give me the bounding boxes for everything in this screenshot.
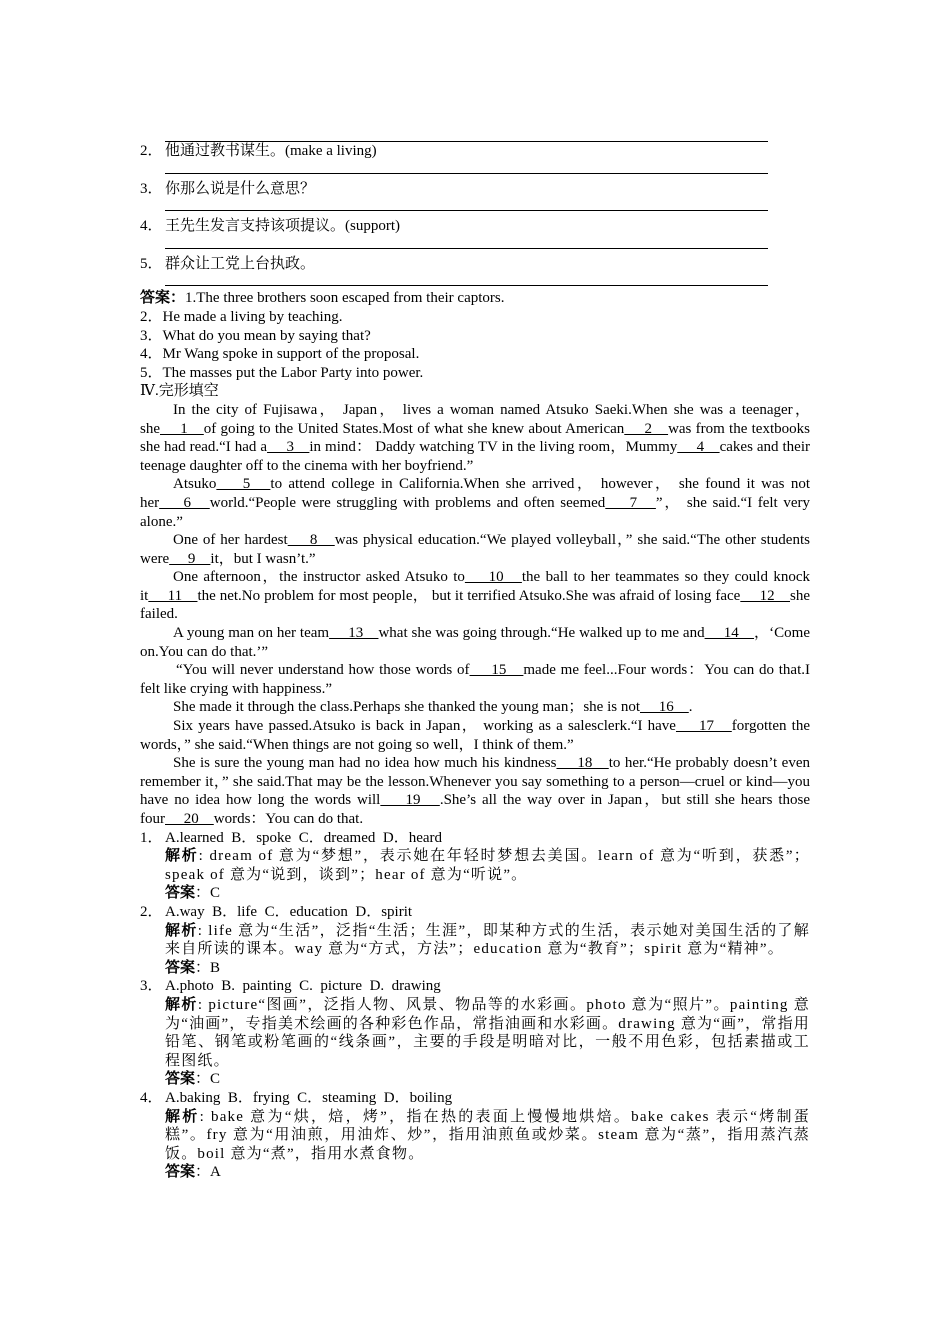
answer-line[interactable] (165, 128, 768, 142)
passage-text: ”， she said.“I felt very alone.” (140, 494, 810, 530)
passage-text: She is sure the young man had no idea how much his kindness (173, 755, 557, 772)
passage-paragraph (140, 568, 810, 624)
analysis-label: 解析 (165, 996, 198, 1013)
question-block (140, 1089, 810, 1182)
passage-text: made me feel...Four words：You can do that.I felt like crying with happiness.” (140, 662, 810, 697)
passage-text: One of her hardest (173, 532, 288, 549)
answer-label: 答案 (165, 885, 196, 902)
cloze-blank[interactable]: 5 (216, 476, 271, 493)
passage-text: the ball to her teammates so they could knock it (140, 569, 810, 604)
cloze-blank[interactable]: 15 (469, 662, 524, 679)
answer-text: 1.The three brothers soon escaped from their captors. (185, 290, 505, 307)
answer-label: 答案 (165, 1164, 196, 1181)
option-text[interactable]: A.photo B. painting C. picture D. drawing (165, 978, 441, 995)
passage-paragraph (140, 531, 810, 568)
answer-line[interactable] (165, 198, 768, 211)
answer-row: 2．He made a living by teaching. (140, 308, 343, 325)
translation-item (140, 217, 810, 236)
passage-text: One afternoon，the instructor asked Atsuko to (173, 569, 465, 586)
passage-text: ，‘Come on.You can do that.’” (140, 625, 810, 660)
question-options (140, 829, 810, 848)
answer-row: 4．Mr Wang spoke in support of the proposal. (140, 346, 420, 363)
analysis-label: 解析 (165, 922, 198, 939)
question-answer (140, 1163, 810, 1182)
answers-label: 答案： (140, 290, 186, 307)
cloze-blank[interactable]: 11 (148, 587, 198, 604)
passage-text: it，but I wasn’t.” (210, 550, 316, 567)
passage-text: she failed. (140, 587, 810, 623)
cloze-blank[interactable]: 10 (464, 569, 522, 586)
analysis (140, 847, 810, 884)
question-options (140, 977, 810, 996)
answer-value: ：C (195, 885, 221, 902)
passage-text: world.“People were struggling with problems and often seemed (209, 494, 606, 511)
question-answer (140, 884, 810, 903)
passage-paragraph (140, 698, 810, 717)
passage-text: “You will never understand how those words of (176, 662, 470, 679)
answer-row: 5．The masses put the Labor Party into power. (140, 364, 424, 381)
document-page (140, 128, 810, 1182)
cloze-blank[interactable]: 7 (605, 494, 656, 511)
cloze-blank[interactable]: 4 (677, 439, 720, 456)
passage-text: the net.No problem for most people， but it terrified Atsuko.She was afraid of losing face (197, 587, 741, 604)
answer-value: ：A (195, 1164, 221, 1181)
passage-text: cakes and their teenage daughter off to the cinema with her boyfriend.” (140, 439, 810, 474)
option-text[interactable]: A.baking B．frying C．steaming D．boiling (165, 1089, 453, 1106)
item-number: 4． (140, 218, 163, 235)
passage-text: to her.“He probably doesn’t even remember it，” she said.That may be the lesson.Whenever you say something to a person—cruel or kind—you have no idea how long the words will (140, 755, 810, 809)
cloze-blank[interactable]: 20 (165, 811, 214, 827)
passage-text: of going to the United States.Most of what she knew about American (203, 420, 625, 437)
cloze-blank[interactable]: 3 (267, 439, 310, 456)
answer-value: ：B (195, 959, 221, 976)
answer-label: 答案 (165, 1071, 196, 1088)
item-number: 5． (140, 255, 163, 272)
question-number: 1． (140, 829, 163, 846)
item-text: 王先生发言支持该项提议。(support) (165, 218, 400, 235)
question-answer (140, 1070, 810, 1089)
item-text: 他通过教书谋生。(make a living) (165, 143, 377, 159)
section-title (140, 382, 810, 401)
analysis-text: : picture“图画”，泛指人物、风景、物品等的水彩画。photo 意为“照片”。painting 意为“油画”，专指美术绘画的各种彩色作品，常指油画和水彩画。drawing 意为“画”，常指用铅笔、钢笔或粉笔画的“线条画”，主要的手段是明暗对比，一般不用色彩，包括素描或工程图纸。 (165, 996, 810, 1069)
answer-line[interactable] (165, 273, 768, 286)
cloze-blank[interactable]: 14 (704, 625, 755, 642)
passage-paragraph (140, 475, 810, 531)
cloze-blank[interactable]: 17 (675, 718, 732, 735)
answer-value: ：C (195, 1071, 221, 1088)
cloze-blank[interactable]: 16 (640, 699, 689, 716)
analysis-label: 解析 (165, 1108, 200, 1125)
option-text[interactable]: A.learned B．spoke C．dreamed D．heard (165, 829, 443, 846)
passage-paragraph (140, 401, 810, 475)
item-number: 2． (140, 143, 163, 159)
answer-label: 答案 (165, 959, 196, 976)
question-answer (140, 959, 810, 978)
passage-text: was from the textbooks she had read.“I had a (140, 420, 810, 456)
passage-text: . (688, 699, 693, 716)
cloze-blank[interactable]: 6 (159, 494, 210, 511)
cloze-blank[interactable]: 1 (160, 420, 204, 437)
passage-paragraph (140, 717, 810, 754)
answer-line[interactable] (165, 236, 768, 249)
cloze-blank[interactable]: 18 (556, 755, 609, 772)
item-number: 3． (140, 180, 163, 197)
passage-text: She made it through the class.Perhaps she thanked the young man；she is not (173, 699, 640, 716)
passage-text: Atsuko (173, 476, 217, 493)
passage-text: in mind： Daddy watching TV in the living room，Mummy (309, 439, 678, 456)
passage-text: Six years have passed.Atsuko is back in Japan， working as a salesclerk.“I have (173, 718, 676, 735)
question-options (140, 1089, 810, 1108)
question-options (140, 903, 810, 922)
analysis (140, 922, 810, 959)
analysis-label: 解析 (165, 848, 199, 865)
question-number: 4． (140, 1089, 163, 1106)
option-text[interactable]: A.way B．life C．education D．spirit (165, 903, 413, 920)
question-number: 3． (140, 978, 163, 995)
answer-row: 3．What do you mean by saying that? (140, 327, 371, 344)
question-number: 2． (140, 903, 163, 920)
cloze-blank[interactable]: 19 (380, 792, 440, 809)
passage-paragraph (140, 661, 810, 698)
answer-row (140, 289, 810, 308)
passage-paragraph (140, 624, 810, 661)
analysis (140, 1108, 810, 1164)
analysis-text: : dream of 意为“梦想”，表示她在年轻时梦想去美国。learn of 意为“听到，获悉”；speak of 意为“说到，谈到”；hear of 意为“听说”。 (165, 848, 810, 883)
passage-text: what she was going through.“He walked up to me and (378, 625, 705, 642)
passage-text: In the city of Fujisawa， Japan， lives a woman named Atsuko Saeki.When she was a teenager，she (140, 401, 810, 437)
question-block (140, 829, 810, 903)
passage-paragraph (140, 754, 810, 828)
analysis (140, 996, 810, 1070)
passage-text: forgotten the words，” she said.“When things are not going so well，I think of them.” (140, 718, 810, 753)
question-block (140, 977, 810, 1089)
cloze-blank[interactable]: 9 (169, 550, 211, 567)
item-text: 你那么说是什么意思？ (165, 180, 316, 197)
answer-line[interactable] (165, 161, 768, 174)
analysis-text: : life 意为“生活”，泛指“生活；生涯”，即某种方式的生活，表示她对美国生活的了解来自所读的课本。way 意为“方式，方法”；education 意为“教育”；spirit 意为“精神”。 (165, 922, 810, 958)
translation-item (140, 180, 810, 199)
section-title-text: Ⅳ.完形填空 (140, 383, 219, 400)
cloze-blank[interactable]: 2 (624, 420, 669, 437)
passage-text: to attend college in California.When she arrived， however， she found it was not her (140, 476, 810, 511)
cloze-blank[interactable]: 12 (740, 587, 790, 604)
passage-text: .She’s all the way over in Japan，but still she hears those four (140, 792, 810, 827)
cloze-blank[interactable]: 13 (329, 625, 379, 642)
question-block (140, 903, 810, 977)
passage-text: A young man on her team (173, 625, 330, 642)
translation-item (140, 255, 810, 274)
translation-item (140, 142, 810, 161)
item-text: 群众让工党上台执政。 (165, 255, 316, 272)
answers-block (140, 289, 810, 401)
passage-text: words：You can do that. (213, 811, 364, 827)
passage-text: was physical education.“We played volleyball，” she said.“The other students were (140, 532, 810, 567)
analysis-text: : bake 意为“烘，焙，烤”，指在热的表面上慢慢地烘焙。bake cakes 表示“烤制蛋糕”。fry 意为“用油煎，用油炸、炒”，指用油煎鱼或炒菜。steam 意为“蒸”，指用蒸汽蒸饭。boil 意为“煮”，指用水煮食物。 (165, 1108, 810, 1162)
cloze-blank[interactable]: 8 (287, 532, 335, 549)
